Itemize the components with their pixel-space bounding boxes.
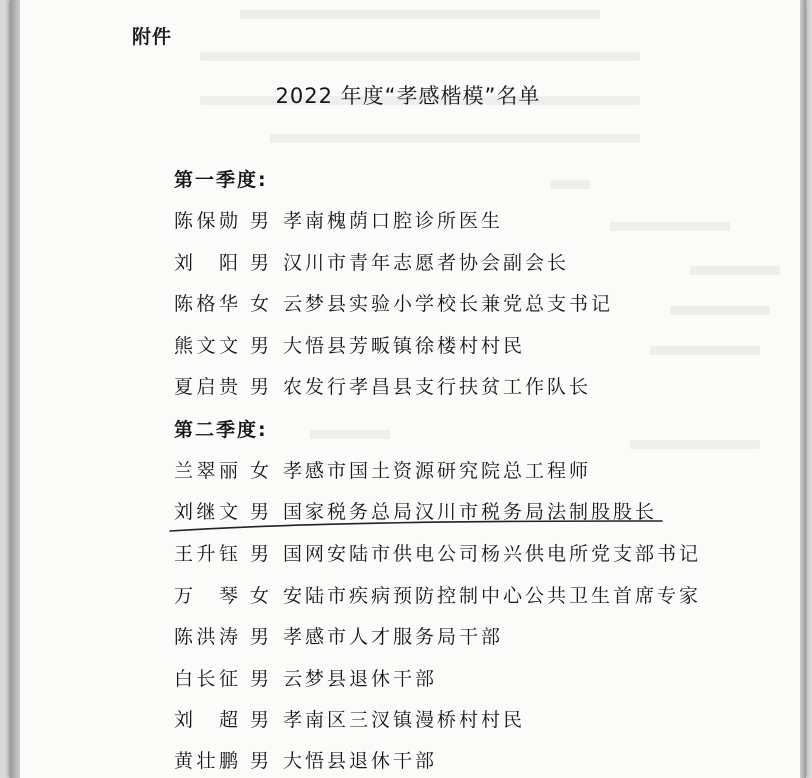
person-gender: 男 bbox=[250, 501, 270, 523]
person-title: 大悟县芳畈镇徐楼村村民 bbox=[283, 335, 526, 357]
person-gender: 男 bbox=[250, 750, 270, 772]
person-gender: 男 bbox=[250, 335, 270, 357]
list-item bbox=[174, 456, 591, 482]
person-title: 孝南槐荫口腔诊所医生 bbox=[283, 210, 504, 232]
person-title: 云梦县退休干部 bbox=[283, 668, 438, 690]
person-gender: 男 bbox=[250, 252, 270, 274]
person-gender: 男 bbox=[250, 626, 270, 648]
person-name: 刘继文 bbox=[174, 501, 238, 523]
list-item bbox=[174, 289, 613, 315]
document-page bbox=[10, 0, 806, 778]
list-item bbox=[174, 581, 701, 607]
list-item bbox=[174, 705, 525, 731]
person-gender: 男 bbox=[250, 210, 270, 232]
person-gender: 女 bbox=[250, 293, 270, 315]
attachment-label: 附件 bbox=[132, 26, 173, 48]
person-name: 黄壮鹏 bbox=[174, 750, 238, 772]
list-item-highlighted bbox=[174, 497, 657, 523]
list-item bbox=[174, 622, 503, 648]
section-heading-q2: 第二季度: bbox=[174, 419, 268, 441]
person-title: 孝感市国土资源研究院总工程师 bbox=[283, 460, 592, 482]
person-title: 大悟县退休干部 bbox=[283, 750, 438, 772]
person-name: 夏启贵 bbox=[174, 376, 238, 398]
person-title: 安陆市疾病预防控制中心公共卫生首席专家 bbox=[283, 585, 702, 607]
person-gender: 男 bbox=[250, 376, 270, 398]
page-shadow-left bbox=[10, 0, 20, 778]
person-gender: 男 bbox=[250, 709, 270, 731]
person-gender: 男 bbox=[250, 668, 270, 690]
person-gender: 女 bbox=[250, 460, 270, 482]
person-name: 白长征 bbox=[174, 668, 238, 690]
person-name: 陈洪涛 bbox=[174, 626, 238, 648]
person-title: 孝感市人才服务局干部 bbox=[283, 626, 504, 648]
list-item bbox=[174, 372, 591, 398]
list-item bbox=[174, 331, 525, 357]
document-title: 2022 年度“孝感楷模”名单 bbox=[275, 84, 541, 108]
list-item bbox=[174, 206, 503, 232]
person-title: 农发行孝昌县支行扶贫工作队长 bbox=[283, 376, 592, 398]
person-title: 国家税务总局汉川市税务局法制股股长 bbox=[283, 501, 658, 523]
list-item bbox=[174, 539, 701, 565]
person-gender: 女 bbox=[250, 585, 270, 607]
person-name: 熊文文 bbox=[174, 335, 238, 357]
section-heading-q1: 第一季度: bbox=[174, 169, 268, 191]
list-item bbox=[174, 746, 437, 772]
person-name: 王升钰 bbox=[174, 543, 238, 565]
person-name: 刘超 bbox=[174, 709, 238, 731]
person-name: 刘阳 bbox=[174, 252, 238, 274]
list-item bbox=[174, 248, 569, 274]
person-name: 万琴 bbox=[174, 585, 238, 607]
person-name: 陈保勋 bbox=[174, 210, 238, 232]
person-name: 陈格华 bbox=[174, 293, 238, 315]
page-shadow-right bbox=[800, 0, 806, 778]
list-item bbox=[174, 664, 437, 690]
person-title: 孝南区三汊镇漫桥村村民 bbox=[283, 709, 526, 731]
person-title: 汉川市青年志愿者协会副会长 bbox=[283, 252, 570, 274]
person-gender: 男 bbox=[250, 543, 270, 565]
person-name: 兰翠丽 bbox=[174, 460, 238, 482]
person-title: 国网安陆市供电公司杨兴供电所党支部书记 bbox=[283, 543, 702, 565]
person-title: 云梦县实验小学校长兼党总支书记 bbox=[283, 293, 614, 315]
